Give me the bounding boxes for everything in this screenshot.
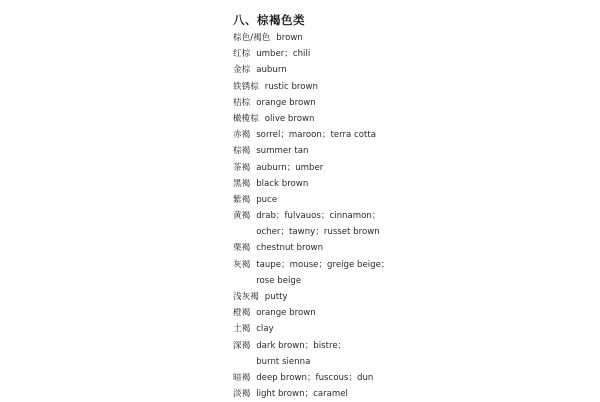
english-name-line: summer tan: [256, 146, 309, 157]
chinese-term: 铁锈棕: [233, 81, 259, 92]
english-name-line: black brown: [256, 178, 309, 189]
list-item: [233, 127, 593, 143]
list-item: [233, 46, 593, 62]
english-name-line: rustic brown: [264, 81, 318, 92]
chinese-term: 淡褐: [233, 389, 251, 400]
list-item: [233, 143, 593, 159]
english-name-line: dark brown；bistre；: [256, 340, 347, 351]
english-names: [250, 370, 373, 386]
list-item: [233, 370, 593, 386]
english-name-line: orange brown: [256, 97, 316, 108]
english-name-line: olive brown: [264, 113, 315, 124]
english-name-line: umber；chili: [256, 49, 311, 60]
chinese-term: 赤褐: [233, 130, 251, 141]
english-names: [250, 95, 316, 111]
english-names: [250, 321, 273, 337]
english-name-line: ocher；tawny；russet brown: [256, 227, 380, 238]
english-names: [259, 111, 315, 127]
english-names: [250, 338, 346, 370]
chinese-term: 红棕: [233, 49, 251, 60]
color-term-list: [233, 30, 593, 402]
english-names: [250, 305, 316, 321]
english-name-line: burnt sienna: [256, 356, 311, 367]
chinese-term: 浅灰褐: [233, 292, 259, 302]
english-names: [250, 143, 308, 159]
chinese-term: 灰褐: [233, 259, 251, 270]
chinese-term: 棕色/褐色: [233, 33, 271, 43]
english-name-line: orange brown: [256, 308, 316, 319]
chinese-term: 棕褐: [233, 146, 251, 157]
english-name-line: brown: [276, 33, 303, 43]
english-names: [250, 192, 277, 208]
english-names: [250, 208, 380, 240]
english-name-line: taupe；mouse；greige beige；: [256, 259, 390, 270]
english-names: [259, 289, 288, 305]
list-item: [233, 208, 593, 240]
list-item: [233, 240, 593, 256]
list-item: [233, 30, 593, 46]
english-name-line: light brown；caramel: [256, 389, 348, 400]
chinese-term: 土褐: [233, 324, 251, 335]
english-name-line: clay: [256, 324, 274, 335]
english-names: [250, 240, 323, 256]
list-item: [233, 79, 593, 95]
chinese-term: 栗褐: [233, 243, 251, 254]
list-item: [233, 160, 593, 176]
list-item: [233, 321, 593, 337]
chinese-term: 桔棕: [233, 97, 251, 108]
list-item: [233, 338, 593, 370]
english-names: [250, 46, 310, 62]
list-item: [233, 95, 593, 111]
english-names: [259, 79, 318, 95]
chinese-term: 橙褐: [233, 308, 251, 319]
english-names: [250, 176, 308, 192]
chinese-term: 金棕: [233, 65, 251, 76]
list-item: [233, 289, 593, 305]
chinese-term: 茶褐: [233, 162, 251, 173]
english-names: [250, 257, 389, 289]
english-names: [250, 160, 323, 176]
chinese-term: 深褐: [233, 340, 251, 351]
list-item: [233, 305, 593, 321]
list-item: [233, 62, 593, 78]
english-name-line: rose beige: [256, 275, 302, 286]
chinese-term: 黄褐: [233, 211, 251, 222]
list-item: [233, 176, 593, 192]
english-name-line: deep brown；fuscous；dun: [256, 372, 374, 383]
list-item: [233, 111, 593, 127]
chinese-term: 紫褐: [233, 194, 251, 205]
english-name-line: chestnut brown: [256, 243, 324, 254]
english-name-line: drab；fulvauos；cinnamon；: [256, 211, 381, 222]
english-names: [250, 127, 376, 143]
english-names: [250, 62, 286, 78]
section-title: 八、棕褐色类: [233, 13, 305, 27]
english-name-line: puce: [256, 194, 278, 205]
list-item: [233, 257, 593, 289]
chinese-term: 暗褐: [233, 372, 251, 383]
chinese-term: 橄榄棕: [233, 113, 259, 124]
english-name-line: putty: [264, 292, 288, 302]
english-name-line: auburn；umber: [256, 162, 324, 173]
english-names: [270, 30, 303, 46]
english-name-line: sorrel；maroon；terra cotta: [256, 130, 377, 141]
english-name-line: auburn: [256, 65, 287, 76]
list-item: [233, 192, 593, 208]
chinese-term: 黑褐: [233, 178, 251, 189]
